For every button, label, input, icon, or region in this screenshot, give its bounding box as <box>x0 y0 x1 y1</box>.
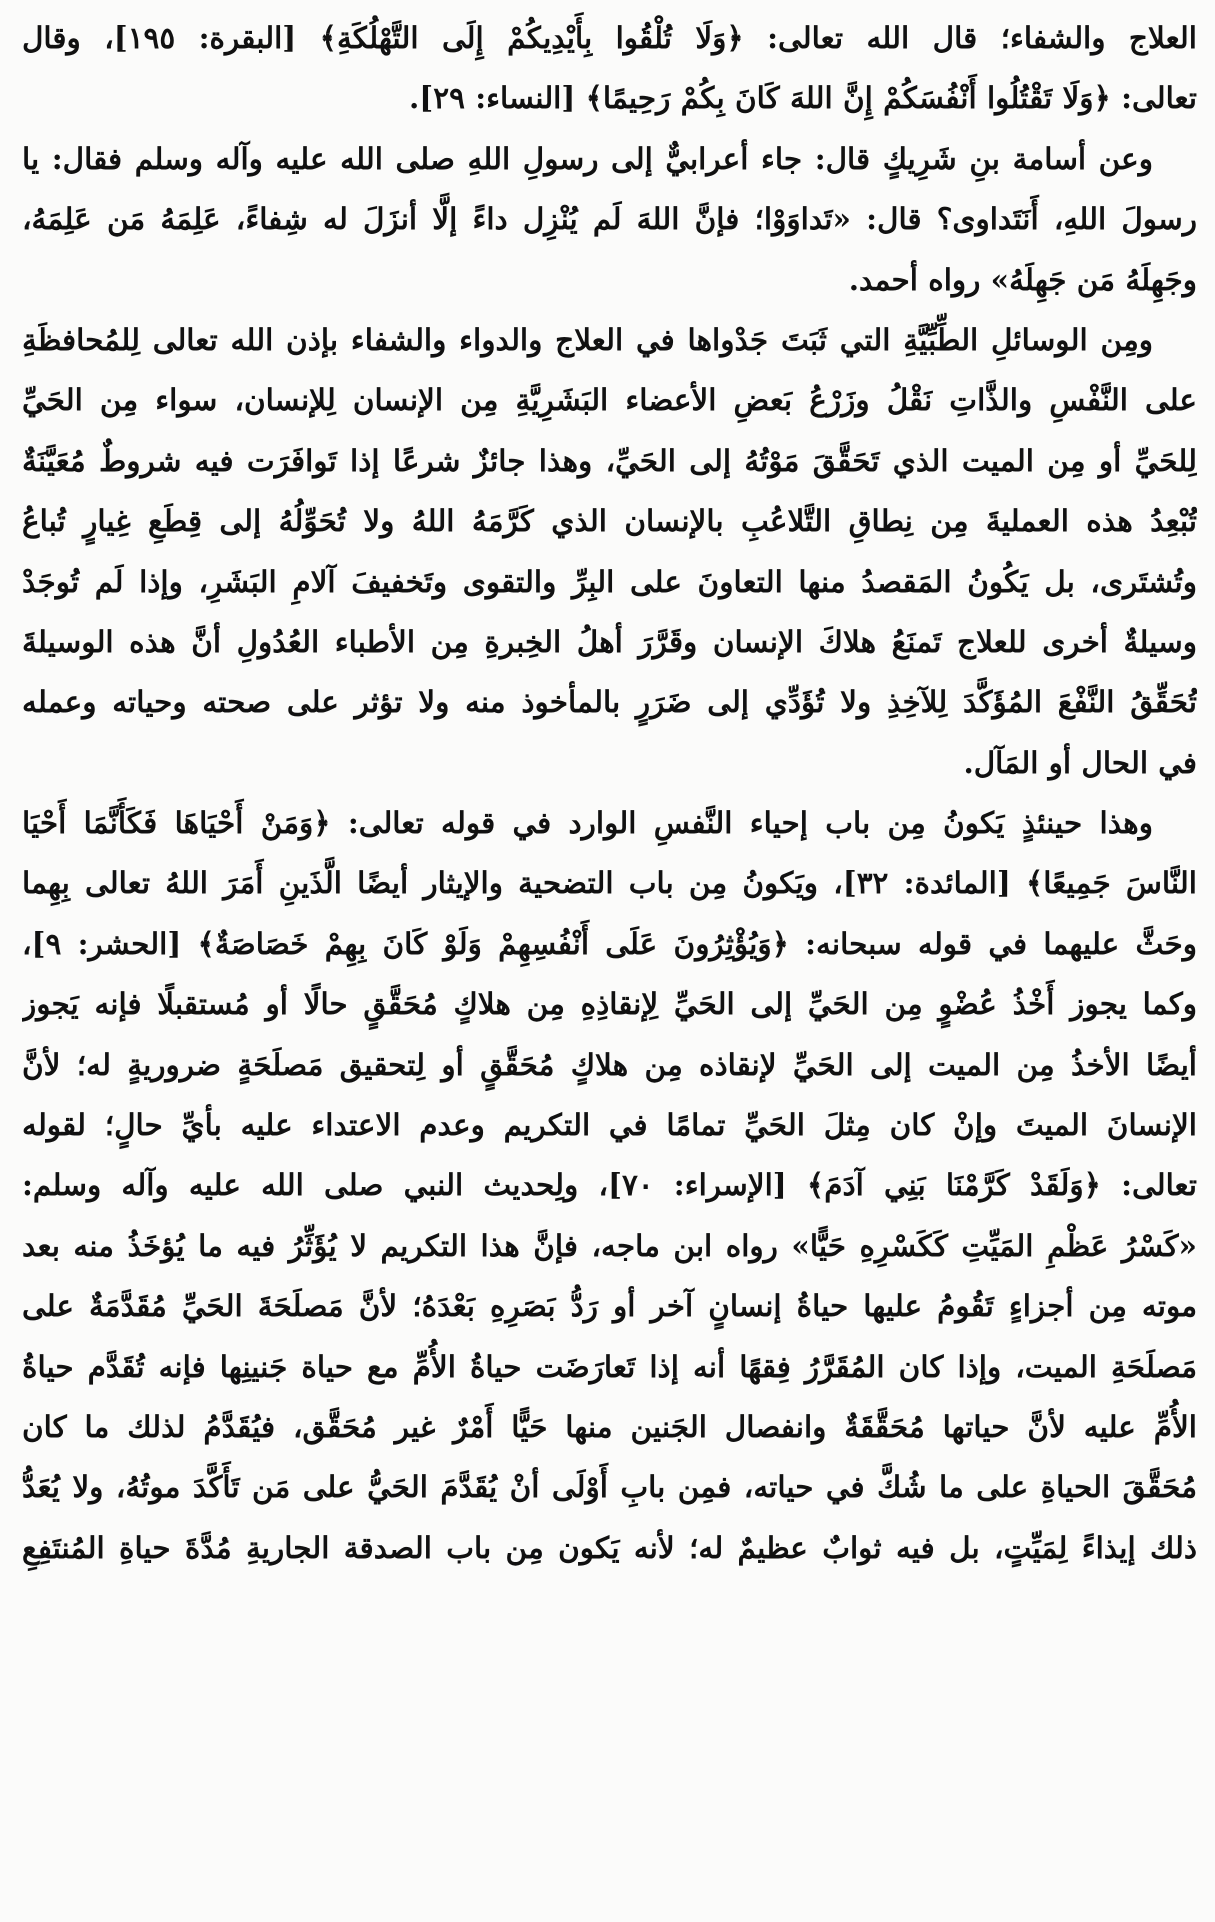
text-line: مُحَقَّقَ الحياةِ على ما شُكَّ في حياته، فمِن بابِ أَوْلَى أنْ يُقَدَّمَ الحَيُّ على مَن تَأَكَّدَ موتُهُ، ولا يُعَدُّ <box>22 1469 1197 1505</box>
paragraph-hadith-usama <box>22 129 1197 310</box>
text-line: تعالى: ﴿وَلَقَدْ كَرَّمْنَا بَنِي آدَمَ﴾ [الإسراء: ٧٠]، ولِحديث النبي صلى الله عليه وآله وسلم: <box>22 1167 1197 1203</box>
text-line: ذلك إيذاءً لِمَيِّتٍ، بل فيه ثوابٌ عظيمٌ له؛ لأنه يَكون مِن باب الصدقة الجاريةِ مُدَّةَ حياةِ المُنتَفِعِ <box>22 1529 1197 1565</box>
text-line: رسولَ اللهِ، أَنَتَداوى؟ قال: «تَداوَوْا؛ فإنَّ اللهَ لَم يُنْزِل داءً إلَّا أنزَلَ له شِفاءً، عَلِمَهُ مَن عَلِمَهُ، <box>22 201 1197 237</box>
text-line: ومِن الوسائلِ الطِّبِّيَّةِ التي ثَبَتَ جَدْواها في العلاج والدواء والشفاء بإذن الله تعالى لِلمُحافظَةِ <box>22 321 1153 357</box>
text-line: وحَثَّ عليهما في قوله سبحانه: ﴿وَيُؤْثِرُونَ عَلَى أَنْفُسِهِمْ وَلَوْ كَانَ بِهِمْ خَصَاصَةٌ﴾ [الحشر: ٩]، <box>22 925 1197 961</box>
text-line: على النَّفْسِ والذَّاتِ نَقْلُ وزَرْعُ بَعضِ الأعضاء البَشَرِيَّةِ مِن الإنسان لِلإنسان، سواء مِن الحَيِّ <box>22 382 1197 418</box>
text-line: وتُشتَرى، بل يَكُونُ المَقصدُ منها التعاونَ على البِرِّ والتقوى وتَخفيفَ آلامِ البَشَرِ، وإذا لَم تُوجَدْ <box>22 563 1197 599</box>
paragraph-reviving-soul <box>22 793 1197 1578</box>
text-line: في الحال أو المَآل. <box>963 744 1197 780</box>
text-line: وسيلةٌ أخرى للعلاج تَمنَعُ هلاكَ الإنسان وقَرَّرَ أهلُ الخِبرةِ مِن الأطباء العُدُولِ أنَّ هذه الوسيلةَ <box>22 623 1197 659</box>
text-line: أيضًا الأخذُ مِن الميت إلى الحَيِّ لإنقاذه مِن هلاكٍ مُحَقَّقٍ أو لِتحقيق مَصلَحَةٍ ضروريةٍ له؛ لأنَّ <box>22 1046 1197 1082</box>
text-line: العلاج والشفاء؛ قال الله تعالى: ﴿وَلَا تُلْقُوا بِأَيْدِيكُمْ إِلَى التَّهْلُكَةِ﴾ [البقرة: ١٩٥]، وقال <box>22 20 1197 55</box>
text-line: الأُمِّ عليه لأنَّ حياتها مُحَقَّقَةٌ وانفصال الجَنين منها حَيًّا أَمْرٌ غير مُحَقَّق، فيُقَدَّمُ لذلك ما كان <box>22 1408 1197 1444</box>
text-line: مَصلَحَةِ الميت، وإذا كان المُقَرَّرُ فِقهًا أنه إذا تَعارَضَت حياةُ الأُمِّ مع حياة جَنينِها فإنه تُقَدَّم حياةُ <box>22 1348 1197 1384</box>
text-line: لِلحَيِّ أو مِن الميت الذي تَحَقَّقَ مَوْتُهُ إلى الحَيِّ، وهذا جائزٌ شرعًا إذا تَوافَرَت فيه شروطٌ مُعَيَّنَةٌ <box>22 442 1197 478</box>
text-line: وهذا حينئذٍ يَكونُ مِن باب إحياء النَّفسِ الوارد في قوله تعالى: ﴿وَمَنْ أَحْيَاهَا فَكَأَنَّمَا أَحْيَا <box>22 805 1153 841</box>
text-line: وجَهِلَهُ مَن جَهِلَهُ» رواه أحمد. <box>848 261 1197 297</box>
text-line: موته مِن أجزاءٍ تَقُومُ عليها حياةُ إنسانٍ آخر أو رَدُّ بَصَرِهِ بَعْدَهُ؛ لأنَّ مَصلَحَةَ الحَيِّ مُقَدَّمَةٌ على <box>22 1288 1197 1324</box>
paragraph-quran-verses <box>22 8 1197 129</box>
text-line: تُبْعِدُ هذه العمليةَ مِن نِطاقِ التَّلاعُبِ بالإنسان الذي كَرَّمَهُ اللهُ ولا تُحَوِّلُهُ إلى قِطَعِ غِيارٍ تُباعُ <box>22 503 1197 539</box>
text-line: وكما يجوز أَخْذُ عُضْوٍ مِن الحَيِّ إلى الحَيِّ لِإنقاذِهِ مِن هلاكٍ مُحَقَّقٍ حالًا أو مُستقبلًا فإنه يَجوز <box>22 986 1197 1022</box>
text-line: تعالى: ﴿وَلَا تَقْتُلُوا أَنْفُسَكُمْ إِنَّ اللهَ كَانَ بِكُمْ رَحِيمًا﴾ [النساء: ٢٩]. <box>409 80 1197 116</box>
text-line: الإنسانَ الميتَ وإنْ كان مِثلَ الحَيِّ تمامًا في التكريم وعدم الاعتداء عليه بأيِّ حالٍ؛ لقوله <box>22 1107 1197 1143</box>
text-line: وعن أسامة بنِ شَرِيكٍ قال: جاء أعرابيٌّ إلى رسولِ اللهِ صلى الله عليه وآله وسلم فقال: يا <box>22 140 1153 176</box>
text-line: تُحَقِّقُ النَّفْعَ المُؤَكَّدَ لِلآخِذِ ولا تُؤَدِّي إلى ضَرَرٍ بالمأخوذ منه ولا تؤثر على صحته وحياته وعمله <box>22 684 1197 720</box>
text-line: النَّاسَ جَمِيعًا﴾ [المائدة: ٣٢]، ويَكونُ مِن باب التضحية والإيثار أيضًا الَّذَينِ أَمَرَ اللهُ تعالى بِهِما <box>22 865 1197 901</box>
text-line: «كَسْرُ عَظْمِ المَيِّتِ كَكَسْرِهِ حَيًّا» رواه ابن ماجه، فإنَّ هذا التكريم لا يُؤَثِّرُ فيه ما يُؤخَذُ منه بعد <box>22 1227 1197 1263</box>
paragraph-organ-transplant <box>22 310 1197 793</box>
